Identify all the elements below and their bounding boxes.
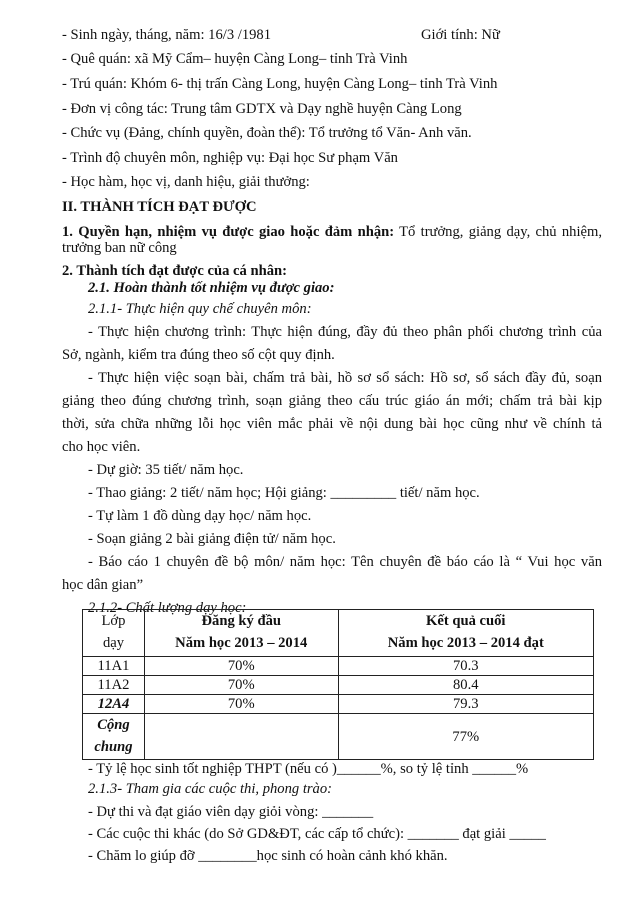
- position-line: - Chức vụ (Đảng, chính quyền, đoàn thể): Tổ trưởng tổ Văn- Anh văn.: [62, 125, 472, 141]
- row-result: 80.4: [338, 676, 593, 695]
- hometown-line: - Quê quán: xã Mỹ Cẩm– huyện Càng Long– tỉnh Trà Vinh: [62, 51, 408, 67]
- bullet-tools: - Tự làm 1 đồ dùng dạy học/ năm học.: [88, 508, 312, 524]
- bullet-teaching: - Thao giảng: 2 tiết/ năm học; Hội giảng: _________ tiết/ năm học.: [88, 485, 480, 501]
- para1-line1: - Thực hiện chương trình: Thực hiện đúng, đầy đủ theo phân phối chương trình của: [88, 324, 602, 340]
- table-header-row: [83, 610, 594, 657]
- row-class: 11A1: [83, 657, 145, 676]
- row-class: 12A4: [83, 695, 145, 714]
- row-registered: 70%: [144, 695, 338, 714]
- section-heading: II. THÀNH TÍCH ĐẠT ĐƯỢC: [62, 199, 257, 215]
- header-registered: [144, 610, 338, 657]
- para2-line1: - Thực hiện việc soạn bài, chấm trả bài, hồ sơ sổ sách: Hồ sơ, sổ sách đầy đủ, soạn: [88, 370, 602, 386]
- dob-line: - Sinh ngày, tháng, năm: 16/3 /1981: [62, 27, 272, 43]
- sub212-heading: 2.1.2- Chất lượng dạy học:: [88, 600, 247, 616]
- header-result-line1: Kết quả cuối: [426, 613, 506, 629]
- bullet-report-line2: học dân gian”: [62, 577, 144, 593]
- contest-line: - Dự thi và đạt giáo viên dạy giỏi vòng: _______: [88, 804, 374, 820]
- header-result-line2: Năm học 2013 – 2014 đạt: [387, 635, 544, 651]
- header-class-line1: Lớp: [101, 613, 126, 629]
- total-label-line2: chung: [94, 739, 133, 755]
- item1-label: 1. Quyền hạn, nhiệm vụ được giao hoặc đảm nhận:: [62, 224, 395, 240]
- row-registered: 70%: [144, 676, 338, 695]
- gender-line: Giới tính: Nữ: [421, 27, 500, 43]
- table-row: [83, 676, 594, 695]
- residence-line: - Trú quán: Khóm 6- thị trấn Càng Long, huyện Càng Long– tỉnh Trà Vinh: [62, 76, 498, 92]
- other-contests-line: - Các cuộc thi khác (do Sở GD&ĐT, các cấp tổ chức): _______ đạt giải _____: [88, 826, 546, 842]
- item1-continuation: trưởng ban nữ công: [62, 240, 177, 256]
- qualification-line: - Trình độ chuyên môn, nghiệp vụ: Đại học Sư phạm Văn: [62, 150, 398, 166]
- header-registered-line1: Đăng ký đầu: [201, 613, 281, 629]
- item1-value: Tổ trưởng, giảng dạy, chủ nhiệm,: [394, 224, 602, 240]
- header-registered-line2: Năm học 2013 – 2014: [175, 635, 308, 651]
- total-value: 77%: [338, 714, 593, 760]
- row-registered: 70%: [144, 657, 338, 676]
- para2-line4: cho học viên.: [62, 439, 141, 455]
- row-result: 79.3: [338, 695, 593, 714]
- header-result: [338, 610, 593, 657]
- item2-heading: 2. Thành tích đạt được của cá nhân:: [62, 263, 287, 279]
- bullet-report-line1: - Báo cáo 1 chuyên đề bộ môn/ năm học: Tên chuyên đề báo cáo là “ Vui học văn: [88, 554, 602, 570]
- total-label-line1: Cộng: [97, 717, 130, 733]
- total-registered: [144, 714, 338, 760]
- graduation-rate-line: - Tỷ lệ học sinh tốt nghiệp THPT (nếu có )______%, so tỷ lệ tỉnh ______%: [88, 761, 529, 777]
- bullet-observe: - Dự giờ: 35 tiết/ năm học.: [88, 462, 244, 478]
- para2-line2: giảng theo đúng chương trình, soạn giảng theo cấu trúc giáo án mới; chấm trả bài kịp: [62, 393, 602, 409]
- table-row: [83, 695, 594, 714]
- header-class-line2: dạy: [102, 635, 125, 651]
- sub21-heading: 2.1. Hoàn thành tốt nhiệm vụ được giao:: [88, 280, 335, 296]
- header-class: [83, 610, 145, 657]
- table-row: [83, 657, 594, 676]
- titles-line: - Học hàm, học vị, danh hiệu, giải thưởng:: [62, 174, 310, 190]
- bullet-elearning: - Soạn giảng 2 bài giảng điện tử/ năm học.: [88, 531, 336, 547]
- para2-line3: thời, sửa chữa những lỗi học viên mắc phải về nội dung bài học cũng như về chính tả: [62, 416, 602, 432]
- table-total-row: [83, 714, 594, 760]
- workplace-line: - Đơn vị công tác: Trung tâm GDTX và Dạy nghề huyện Càng Long: [62, 101, 462, 117]
- sub213-heading: 2.1.3- Tham gia các cuộc thi, phong trào:: [88, 781, 333, 797]
- total-label: [83, 714, 145, 760]
- student-support-line: - Chăm lo giúp đỡ ________học sinh có hoàn cảnh khó khăn.: [88, 848, 448, 864]
- para1-line2: Sở, ngành, kiểm tra đúng theo số cột quy định.: [62, 347, 335, 363]
- row-result: 70.3: [338, 657, 593, 676]
- row-class: 11A2: [83, 676, 145, 695]
- sub211-heading: 2.1.1- Thực hiện quy chế chuyên môn:: [88, 301, 312, 317]
- results-table: [82, 609, 594, 760]
